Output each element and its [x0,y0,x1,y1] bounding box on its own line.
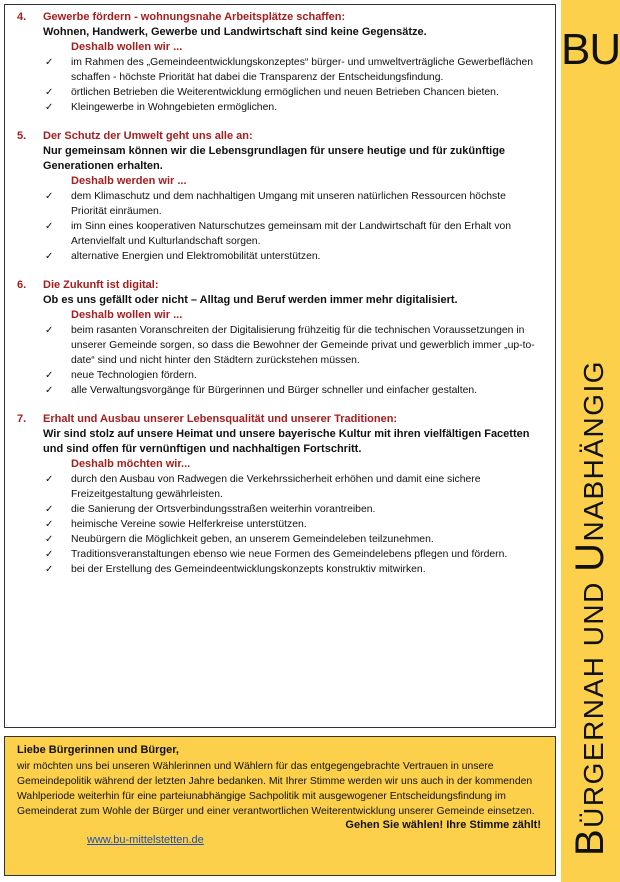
program-section [17,278,545,398]
footer-bottom [17,819,545,851]
checklist-item-text: alle Verwaltungsvorgänge für Bürgerinnen und Bürger schneller und einfacher gestalten. [71,385,478,396]
section-subheading: Wir sind stolz auf unsere Heimat und unsere bayerische Kultur mit ihren vielfältigen Facetten und sind offen für vernünftigen und nachhaltigen Fortschritt. [43,428,530,455]
checklist-item [17,85,545,100]
checkmark-icon: ✓ [45,519,54,530]
slogan-part-1: ÜRGERNAH UND [578,571,609,828]
checklist-item-text: im Rahmen des „Gemeindeentwicklungskonzeptes“ bürger- und umweltverträgliche Gewerbeflächen schaffen - höchste Priorität hat dabei die Transparenz der Entscheidungsfindung. [71,57,534,83]
checklist-item-text: heimische Vereine sowie Helferkreise unterstützen. [71,519,307,530]
program-section [17,129,545,264]
checklist-item-text: Neubürgern die Möglichkeit geben, an unserem Gemeindeleben teilzunehmen. [71,534,434,545]
slogan-part-2: NABHÄNGIG [578,359,609,542]
section-subheading: Wohnen, Handwerk, Gewerbe und Landwirtschaft sind keine Gegensätze. [43,26,427,38]
checklist-item-text: alternative Energien und Elektromobilität unterstützen. [71,251,321,262]
checklist [17,189,545,264]
program-section [17,10,545,115]
program-section [17,412,545,577]
checkmark-icon: ✓ [45,474,54,485]
section-heading [17,278,545,293]
checklist-item-text: Traditionsveranstaltungen ebenso wie neue Formen des Gemeindelebens pflegen und fördern. [71,549,508,560]
checklist-item [17,189,545,219]
checklist-item [17,219,545,249]
checkmark-icon: ✓ [45,102,54,113]
checklist-item [17,547,545,562]
checklist-item [17,517,545,532]
checklist-item-text: durch den Ausbau von Radwegen die Verkehrssicherheit erhöhen und damit eine sichere Freizeitgestaltung gewährleisten. [71,474,481,500]
footer-call-to-action: Gehen Sie wählen! Ihre Stimme zählt! [345,819,541,831]
checkmark-icon: ✓ [45,251,54,262]
section-number: 5. [17,130,27,142]
section-heading-text: Der Schutz der Umwelt geht uns alle an: [43,130,253,142]
checkmark-icon: ✓ [45,534,54,545]
section-subheading: Ob es uns gefällt oder nicht – Alltag und Beruf werden immer mehr digitalisiert. [43,294,458,306]
checkmark-icon: ✓ [45,325,54,336]
checklist-item-text: neue Technologien fördern. [71,370,197,381]
checklist-item [17,383,545,398]
checklist [17,55,545,115]
checkmark-icon: ✓ [45,549,54,560]
bu-logo: BU [561,25,620,74]
section-heading-text: Erhalt und Ausbau unserer Lebensqualität und unserer Traditionen: [43,413,398,425]
section-intro: Deshalb werden wir ... [71,175,187,187]
checkmark-icon: ✓ [45,370,54,381]
section-intro: Deshalb wollen wir ... [71,41,183,53]
section-heading [17,10,545,25]
checklist-item-text: örtlichen Betrieben die Weiterentwicklung ermöglichen und neuen Betrieben Chancen bieten. [71,87,499,98]
checklist-item-text: im Sinn eines kooperativen Naturschutzes gemeinsam mit der Landwirtschaft für den Erhalt von Artenvielfalt und Kulturlandschaft sorgen. [71,221,512,247]
section-heading-text: Gewerbe fördern - wohnungsnahe Arbeitsplätze schaffen: [43,11,346,23]
program-sections [17,10,545,577]
section-number: 7. [17,413,27,425]
footer-box [4,736,556,876]
checklist-item [17,472,545,502]
checklist-item [17,368,545,383]
section-number: 6. [17,279,27,291]
checklist-item-text: die Sanierung der Ortsverbindungsstraßen weiterhin vorantreiben. [71,504,376,515]
footer-greeting: Liebe Bürgerinnen und Bürger, [17,744,179,756]
checkmark-icon: ✓ [45,87,54,98]
checklist [17,323,545,398]
checkmark-icon: ✓ [45,191,54,202]
section-subheading: Nur gemeinsam können wir die Lebensgrundlagen für unsere heutige und für zukünftige Generationen erhalten. [43,145,506,172]
checklist-item [17,100,545,115]
slogan-initial-u: U [568,541,612,572]
section-heading [17,412,545,427]
slogan-initial-b: B [568,827,612,856]
section-intro: Deshalb wollen wir ... [71,309,183,321]
checklist [17,472,545,577]
section-intro: Deshalb möchten wir... [71,458,191,470]
checkmark-icon: ✓ [45,57,54,68]
checklist-item [17,562,545,577]
checklist-item-text: dem Klimaschutz und dem nachhaltigen Umgang mit unseren natürlichen Ressourcen höchste Priorität einräumen. [71,191,506,217]
checklist-item-text: Kleingewerbe in Wohngebieten ermöglichen. [71,102,278,113]
program-box [4,4,556,728]
checklist-item [17,323,545,368]
checklist-item [17,502,545,517]
checklist-item-text: bei der Erstellung des Gemeindeentwicklungskonzepts konstruktiv mitwirken. [71,564,426,575]
checklist-item [17,55,545,85]
side-band [561,0,620,882]
website-link[interactable]: www.bu-mittelstetten.de [87,834,204,846]
checkmark-icon: ✓ [45,385,54,396]
checklist-item-text: beim rasanten Voranschreiten der Digitalisierung frühzeitig für die technischen Voraussetzungen in unserer Gemeinde sorgen, so dass die Bewohner der Gemeinde privat und gewerblich immer „up-to-date“ sind und nicht hinter den Städtern zurückstehen müssen. [71,325,535,366]
checkmark-icon: ✓ [45,564,54,575]
checkmark-icon: ✓ [45,221,54,232]
checklist-item [17,532,545,547]
section-number: 4. [17,11,27,23]
side-slogan [570,360,614,856]
checkmark-icon: ✓ [45,504,54,515]
section-heading [17,129,545,144]
section-heading-text: Die Zukunft ist digital: [43,279,159,291]
footer-body: wir möchten uns bei unseren Wählerinnen und Wählern für das entgegengebrachte Vertrauen in unsere Gemeindepolitik während der letzten Jahre bedanken. Mit Ihrer Stimme werden wir uns auch in der kommenden Wahlperiode weiterhin für eine parteiunabhängige Sachpolitik mit ausgewogener Entscheidungsfindung im Gemeinderat zum Wohle der Bürger und einer verantwortlichen Weiterentwicklung unserer Gemeinde einsetzen. [17,761,535,817]
checklist-item [17,249,545,264]
